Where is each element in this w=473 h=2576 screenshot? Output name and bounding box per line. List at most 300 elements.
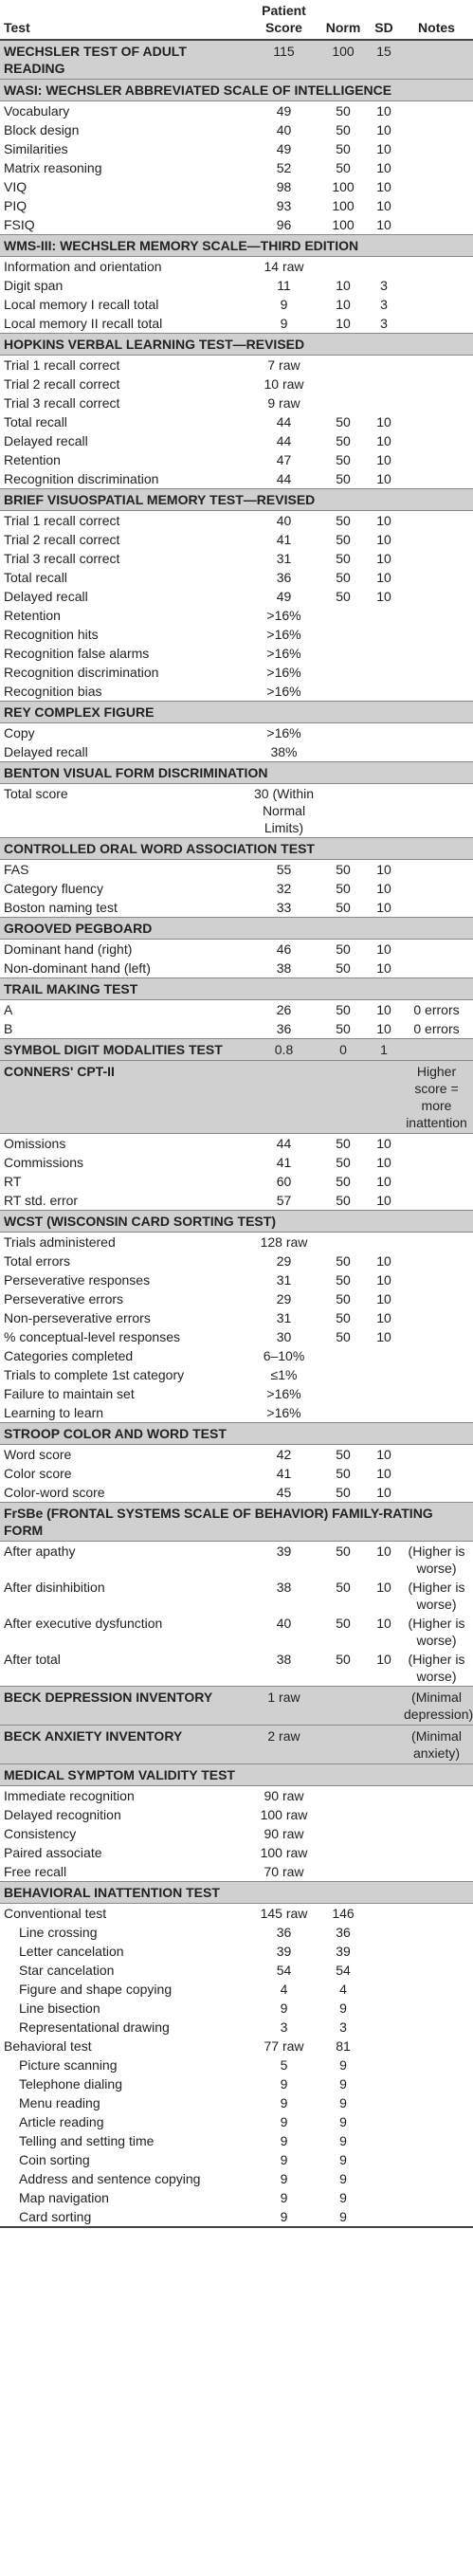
patient-score-cell: 70 raw <box>264 1864 304 1879</box>
patient-score-cell: 9 <box>280 2171 288 2186</box>
norm-cell: 9 <box>339 2171 347 2186</box>
section-header-row <box>0 1764 473 1786</box>
notes-cell <box>400 431 473 450</box>
notes-cell: (Higher is worse) <box>408 1616 465 1648</box>
sd-cell <box>368 375 400 393</box>
sd-cell <box>368 2150 400 2169</box>
patient-score-cell: 44 <box>276 471 292 486</box>
sd-cell: 15 <box>368 40 400 80</box>
sd-cell: 10 <box>376 1291 391 1306</box>
norm-cell: 36 <box>336 1925 351 1940</box>
norm-cell <box>318 1726 368 1764</box>
table-row <box>0 2018 473 2037</box>
norm-cell: 50 <box>336 103 351 119</box>
norm-cell <box>318 1061 368 1134</box>
norm-cell: 50 <box>336 1310 351 1325</box>
norm-cell <box>318 375 368 393</box>
norm-cell: 50 <box>336 1193 351 1208</box>
notes-cell <box>400 1923 473 1942</box>
table-row <box>0 1483 473 1503</box>
notes-cell <box>400 1346 473 1365</box>
sd-cell: 10 <box>376 1272 391 1288</box>
patient-score-cell: 98 <box>276 179 292 194</box>
norm-cell <box>318 393 368 412</box>
sd-cell <box>368 644 400 663</box>
sd-cell <box>368 606 400 625</box>
patient-score-cell: 3 <box>280 2019 288 2035</box>
norm-cell <box>318 1824 368 1843</box>
norm-cell <box>318 625 368 644</box>
table-row <box>0 1805 473 1824</box>
table-row <box>0 1403 473 1423</box>
sd-cell: 10 <box>376 160 391 175</box>
test-name-cell: Non-dominant hand (left) <box>4 960 151 976</box>
norm-cell: 50 <box>336 122 351 137</box>
sd-cell: 10 <box>376 414 391 429</box>
notes-cell <box>400 1251 473 1270</box>
table-row <box>0 898 473 918</box>
norm-cell: 50 <box>336 1174 351 1189</box>
norm-cell: 10 <box>336 316 351 331</box>
section-title: WCST (WISCONSIN CARD SORTING TEST) <box>0 1211 473 1233</box>
test-name-cell: Delayed recall <box>4 589 88 604</box>
section-title: CONNERS' CPT-II <box>0 1061 249 1134</box>
table-row <box>0 450 473 469</box>
sd-cell: 10 <box>376 1580 391 1595</box>
test-name-cell: Digit span <box>4 278 64 293</box>
patient-score-cell: >16% <box>266 1405 301 1420</box>
sd-cell <box>368 723 400 743</box>
notes-cell <box>400 40 473 80</box>
norm-cell: 50 <box>336 1616 351 1631</box>
table-row <box>0 2169 473 2188</box>
patient-score-cell: 46 <box>276 941 292 957</box>
notes-cell <box>400 158 473 177</box>
notes-cell <box>400 2074 473 2093</box>
sd-cell: 10 <box>376 1447 391 1462</box>
patient-score-cell: 30 (Within Normal Limits) <box>253 786 315 835</box>
table-row <box>0 625 473 644</box>
sd-cell <box>368 2093 400 2112</box>
section-header-row <box>0 918 473 940</box>
norm-cell: 9 <box>339 2057 347 2073</box>
section-title: BRIEF VISUOSPATIAL MEMORY TEST—REVISED <box>0 489 473 511</box>
section-title: STROOP COLOR AND WORD TEST <box>0 1423 473 1445</box>
notes-cell <box>400 625 473 644</box>
table-row <box>0 431 473 450</box>
notes-cell <box>400 1942 473 1961</box>
patient-score-cell: 9 <box>280 2190 288 2205</box>
test-name-cell: Recognition discrimination <box>4 665 159 680</box>
section-title: MEDICAL SYMPTOM VALIDITY TEST <box>0 1764 473 1786</box>
sd-cell <box>368 393 400 412</box>
notes-cell: (Minimal depression) <box>400 1687 473 1726</box>
section-header-row <box>0 40 473 80</box>
notes-cell <box>400 120 473 139</box>
test-name-cell: Map navigation <box>19 2190 109 2205</box>
patient-score-cell: 55 <box>276 862 292 877</box>
sd-cell <box>368 742 400 762</box>
test-name-cell: Block design <box>4 122 80 137</box>
norm-cell: 9 <box>339 2076 347 2092</box>
sd-cell <box>368 356 400 375</box>
patient-score-cell: 7 raw <box>267 357 300 373</box>
test-name-cell: After executive dysfunction <box>4 1616 163 1631</box>
test-name-cell: Delayed recall <box>4 744 88 759</box>
notes-cell: 0 errors <box>413 1021 460 1036</box>
table-row <box>0 879 473 898</box>
patient-score-cell: 36 <box>276 1925 292 1940</box>
test-name-cell: Article reading <box>19 2114 104 2129</box>
norm-cell <box>318 723 368 743</box>
table-row <box>0 1578 473 1614</box>
norm-cell <box>318 682 368 702</box>
notes-cell: (Higher is worse) <box>408 1652 465 1684</box>
notes-cell <box>400 1134 473 1154</box>
table-row <box>0 1019 473 1039</box>
notes-cell <box>400 663 473 682</box>
norm-cell: 81 <box>336 2038 351 2054</box>
notes-cell <box>400 177 473 196</box>
sd-cell <box>368 2074 400 2093</box>
notes-cell <box>400 196 473 215</box>
notes-cell: (Higher is worse) <box>408 1580 465 1612</box>
table-row <box>0 158 473 177</box>
header-norm: Norm <box>318 0 368 40</box>
norm-cell: 50 <box>336 1485 351 1500</box>
section-title: HOPKINS VERBAL LEARNING TEST—REVISED <box>0 334 473 356</box>
norm-cell: 146 <box>332 1906 355 1921</box>
table-row <box>0 549 473 568</box>
table-row <box>0 101 473 121</box>
notes-cell <box>400 1980 473 1999</box>
notes-cell <box>400 940 473 959</box>
patient-score-cell: 4 <box>280 1982 288 1997</box>
header-sd: SD <box>368 0 400 40</box>
patient-score-cell: 41 <box>276 532 292 547</box>
norm-cell: 50 <box>336 1329 351 1344</box>
patient-score-cell: 40 <box>276 513 292 528</box>
norm-cell <box>318 1346 368 1365</box>
test-name-cell: Trials administered <box>4 1234 116 1250</box>
notes-cell <box>400 898 473 918</box>
notes-cell <box>400 2093 473 2112</box>
patient-score-cell: 49 <box>276 141 292 156</box>
notes-cell <box>400 879 473 898</box>
patient-score-cell: 31 <box>276 551 292 566</box>
test-name-cell: Non-perseverative errors <box>4 1310 151 1325</box>
notes-cell <box>400 2150 473 2169</box>
norm-cell <box>318 257 368 277</box>
test-name-cell: Recognition discrimination <box>4 471 159 486</box>
patient-score-cell: 9 <box>280 2001 288 2016</box>
norm-cell <box>318 1786 368 1806</box>
sd-cell: 10 <box>376 471 391 486</box>
section-header-row <box>0 1726 473 1764</box>
section-header-row <box>0 1039 473 1061</box>
test-name-cell: Menu reading <box>19 2095 100 2110</box>
sd-cell: 10 <box>376 1485 391 1500</box>
test-name-cell: Perseverative responses <box>4 1272 151 1288</box>
test-name-cell: Behavioral test <box>4 2038 92 2054</box>
sd-cell: 10 <box>376 1329 391 1344</box>
table-row <box>0 2074 473 2093</box>
sd-cell: 10 <box>376 513 391 528</box>
notes-cell <box>400 1403 473 1423</box>
notes-cell <box>400 1843 473 1862</box>
patient-score-cell: 39 <box>276 1944 292 1959</box>
section-title: WASI: WECHSLER ABBREVIATED SCALE OF INTELLIGENCE <box>0 80 473 101</box>
notes-cell <box>400 1384 473 1403</box>
patient-score-cell: 100 raw <box>260 1845 308 1860</box>
table-row <box>0 2055 473 2074</box>
notes-cell <box>400 1824 473 1843</box>
test-name-cell: Trial 1 recall correct <box>4 357 120 373</box>
patient-score-cell: 38 <box>276 960 292 976</box>
notes-cell <box>400 2207 473 2227</box>
table-row <box>0 644 473 663</box>
sd-cell <box>368 2018 400 2037</box>
notes-cell <box>400 1191 473 1211</box>
test-name-cell: Consistency <box>4 1826 77 1841</box>
patient-score-cell: 40 <box>276 122 292 137</box>
section-header-row <box>0 762 473 784</box>
sd-cell <box>368 1999 400 2018</box>
sd-cell: 10 <box>376 1616 391 1631</box>
patient-score-cell: 60 <box>276 1174 292 1189</box>
test-name-cell: B <box>4 1021 13 1036</box>
sd-cell: 10 <box>376 141 391 156</box>
table-row <box>0 1308 473 1327</box>
sd-cell <box>368 1403 400 1423</box>
section-title: BECK DEPRESSION INVENTORY <box>0 1687 249 1726</box>
notes-cell <box>400 1904 473 1924</box>
patient-score-cell: >16% <box>266 684 301 699</box>
sd-cell <box>368 682 400 702</box>
sd-cell <box>368 663 400 682</box>
test-name-cell: Card sorting <box>0 2207 249 2227</box>
test-name-cell: Trial 2 recall correct <box>4 376 120 392</box>
patient-score-cell: 49 <box>276 103 292 119</box>
patient-score-cell: >16% <box>266 646 301 661</box>
patient-score-cell: 42 <box>276 1447 292 1462</box>
sd-cell <box>368 1346 400 1365</box>
norm-cell: 50 <box>336 532 351 547</box>
patient-score-cell: 100 raw <box>260 1807 308 1822</box>
norm-cell <box>318 1687 368 1726</box>
table-row <box>0 1999 473 2018</box>
table-row <box>0 2112 473 2131</box>
table-row <box>0 295 473 314</box>
sd-cell: 10 <box>376 1193 391 1208</box>
notes-cell <box>400 215 473 235</box>
notes-cell <box>400 450 473 469</box>
notes-cell <box>400 644 473 663</box>
test-name-cell: Failure to maintain set <box>4 1386 135 1401</box>
table-row <box>0 1445 473 1465</box>
section-header-row <box>0 1882 473 1904</box>
table-row <box>0 2131 473 2150</box>
sd-cell <box>368 1365 400 1384</box>
norm-cell: 10 <box>336 297 351 312</box>
norm-cell: 50 <box>336 1652 351 1667</box>
sd-cell: 10 <box>376 1466 391 1481</box>
notes-cell <box>400 314 473 334</box>
test-name-cell: Address and sentence copying <box>19 2171 201 2186</box>
section-title: REY COMPLEX FIGURE <box>0 702 473 723</box>
notes-cell <box>400 606 473 625</box>
notes-cell <box>400 860 473 880</box>
norm-cell: 50 <box>336 1291 351 1306</box>
norm-cell <box>318 1403 368 1423</box>
patient-score-cell: 96 <box>276 217 292 232</box>
table-row <box>0 1327 473 1346</box>
notes-cell <box>400 784 473 838</box>
table-row <box>0 1346 473 1365</box>
section-title: GROOVED PEGBOARD <box>0 918 473 940</box>
test-name-cell: Star cancelation <box>19 1963 115 1978</box>
sd-cell: 10 <box>376 532 391 547</box>
sd-cell: 10 <box>376 551 391 566</box>
norm-cell: 50 <box>336 1466 351 1481</box>
table-row <box>0 393 473 412</box>
patient-score-cell: 6–10% <box>263 1348 305 1363</box>
test-name-cell: Word score <box>4 1447 72 1462</box>
table-row <box>0 2150 473 2169</box>
norm-cell: 9 <box>318 2207 368 2227</box>
sd-cell <box>368 2112 400 2131</box>
patient-score-cell: >16% <box>266 725 301 740</box>
norm-cell: 50 <box>336 1580 351 1595</box>
patient-score-cell: 115 <box>249 40 318 80</box>
table-row <box>0 1786 473 1806</box>
table-row <box>0 682 473 702</box>
table-row <box>0 860 473 880</box>
sd-cell <box>368 2188 400 2207</box>
notes-cell <box>400 2169 473 2188</box>
notes-cell: 0 errors <box>413 1002 460 1017</box>
test-name-cell: Trial 3 recall correct <box>4 395 120 411</box>
norm-cell: 50 <box>336 1253 351 1269</box>
header-test: Test <box>0 0 249 40</box>
norm-cell: 0 <box>318 1039 368 1061</box>
table-row <box>0 1980 473 1999</box>
patient-score-cell: 32 <box>276 881 292 896</box>
norm-cell: 10 <box>336 278 351 293</box>
patient-score-cell: 44 <box>276 414 292 429</box>
notes-cell <box>400 742 473 762</box>
patient-score-cell: 2 raw <box>249 1726 318 1764</box>
test-name-cell: Recognition bias <box>4 684 102 699</box>
norm-cell: 50 <box>336 414 351 429</box>
sd-cell: 10 <box>376 881 391 896</box>
sd-cell <box>368 2207 400 2227</box>
table-row <box>0 1134 473 1154</box>
patient-score-cell: 93 <box>276 198 292 213</box>
sd-cell <box>368 1904 400 1924</box>
norm-cell: 50 <box>336 1155 351 1170</box>
notes-cell <box>400 959 473 978</box>
test-name-cell: Omissions <box>4 1136 66 1151</box>
norm-cell: 50 <box>336 900 351 915</box>
patient-score-cell: 40 <box>276 1616 292 1631</box>
test-name-cell: Dominant hand (right) <box>4 941 133 957</box>
norm-cell: 50 <box>336 433 351 448</box>
test-name-cell: Trials to complete 1st category <box>4 1367 185 1382</box>
section-title: FrSBe (FRONTAL SYSTEMS SCALE OF BEHAVIOR) FAMILY-RATING FORM <box>0 1503 473 1542</box>
table-row <box>0 1384 473 1403</box>
table-row <box>0 784 473 838</box>
notes-cell <box>400 1270 473 1289</box>
notes-cell <box>400 1153 473 1172</box>
table-row <box>0 215 473 235</box>
norm-cell: 50 <box>336 862 351 877</box>
section-title: TRAIL MAKING TEST <box>0 978 473 1000</box>
section-header-row <box>0 1061 473 1134</box>
table-row <box>0 530 473 549</box>
patient-score-cell: 41 <box>276 1466 292 1481</box>
sd-cell <box>368 1843 400 1862</box>
table-row <box>0 723 473 743</box>
section-header-row <box>0 1687 473 1726</box>
section-header-row <box>0 838 473 860</box>
patient-score-cell: 5 <box>280 2057 288 2073</box>
test-name-cell: VIQ <box>4 179 27 194</box>
sd-cell: 10 <box>376 900 391 915</box>
table-row <box>0 1614 473 1650</box>
patient-score-cell: 33 <box>276 900 292 915</box>
section-title: CONTROLLED ORAL WORD ASSOCIATION TEST <box>0 838 473 860</box>
table-row <box>0 412 473 431</box>
test-name-cell: FAS <box>4 862 29 877</box>
test-name-cell: Trial 1 recall correct <box>4 513 120 528</box>
test-name-cell: Color-word score <box>4 1485 105 1500</box>
table-row <box>0 2207 473 2227</box>
patient-score-cell: 36 <box>276 1021 292 1036</box>
notes-cell <box>400 412 473 431</box>
sd-cell <box>368 2055 400 2074</box>
test-name-cell: Boston naming test <box>4 900 118 915</box>
test-name-cell: Learning to learn <box>4 1405 104 1420</box>
notes-cell <box>400 511 473 531</box>
notes-cell <box>400 1961 473 1980</box>
norm-cell: 100 <box>332 179 355 194</box>
table-row <box>0 1923 473 1942</box>
norm-cell: 54 <box>336 1963 351 1978</box>
notes-cell <box>400 723 473 743</box>
notes-cell <box>400 1308 473 1327</box>
sd-cell: 10 <box>376 433 391 448</box>
test-name-cell: Delayed recognition <box>4 1807 121 1822</box>
test-name-cell: Immediate recognition <box>4 1788 135 1803</box>
notes-cell <box>400 1039 473 1061</box>
patient-score-cell: 90 raw <box>264 1788 304 1803</box>
norm-cell: 50 <box>336 471 351 486</box>
test-name-cell: Vocabulary <box>4 103 70 119</box>
test-name-cell: Paired associate <box>4 1845 102 1860</box>
test-name-cell: Trial 2 recall correct <box>4 532 120 547</box>
table-row <box>0 375 473 393</box>
norm-cell: 50 <box>336 1447 351 1462</box>
table-row <box>0 1289 473 1308</box>
notes-cell <box>400 1365 473 1384</box>
table-row <box>0 1824 473 1843</box>
table-row <box>0 663 473 682</box>
norm-cell: 4 <box>339 1982 347 1997</box>
test-name-cell: Commissions <box>4 1155 84 1170</box>
table-row <box>0 196 473 215</box>
test-name-cell: Total score <box>4 786 68 801</box>
